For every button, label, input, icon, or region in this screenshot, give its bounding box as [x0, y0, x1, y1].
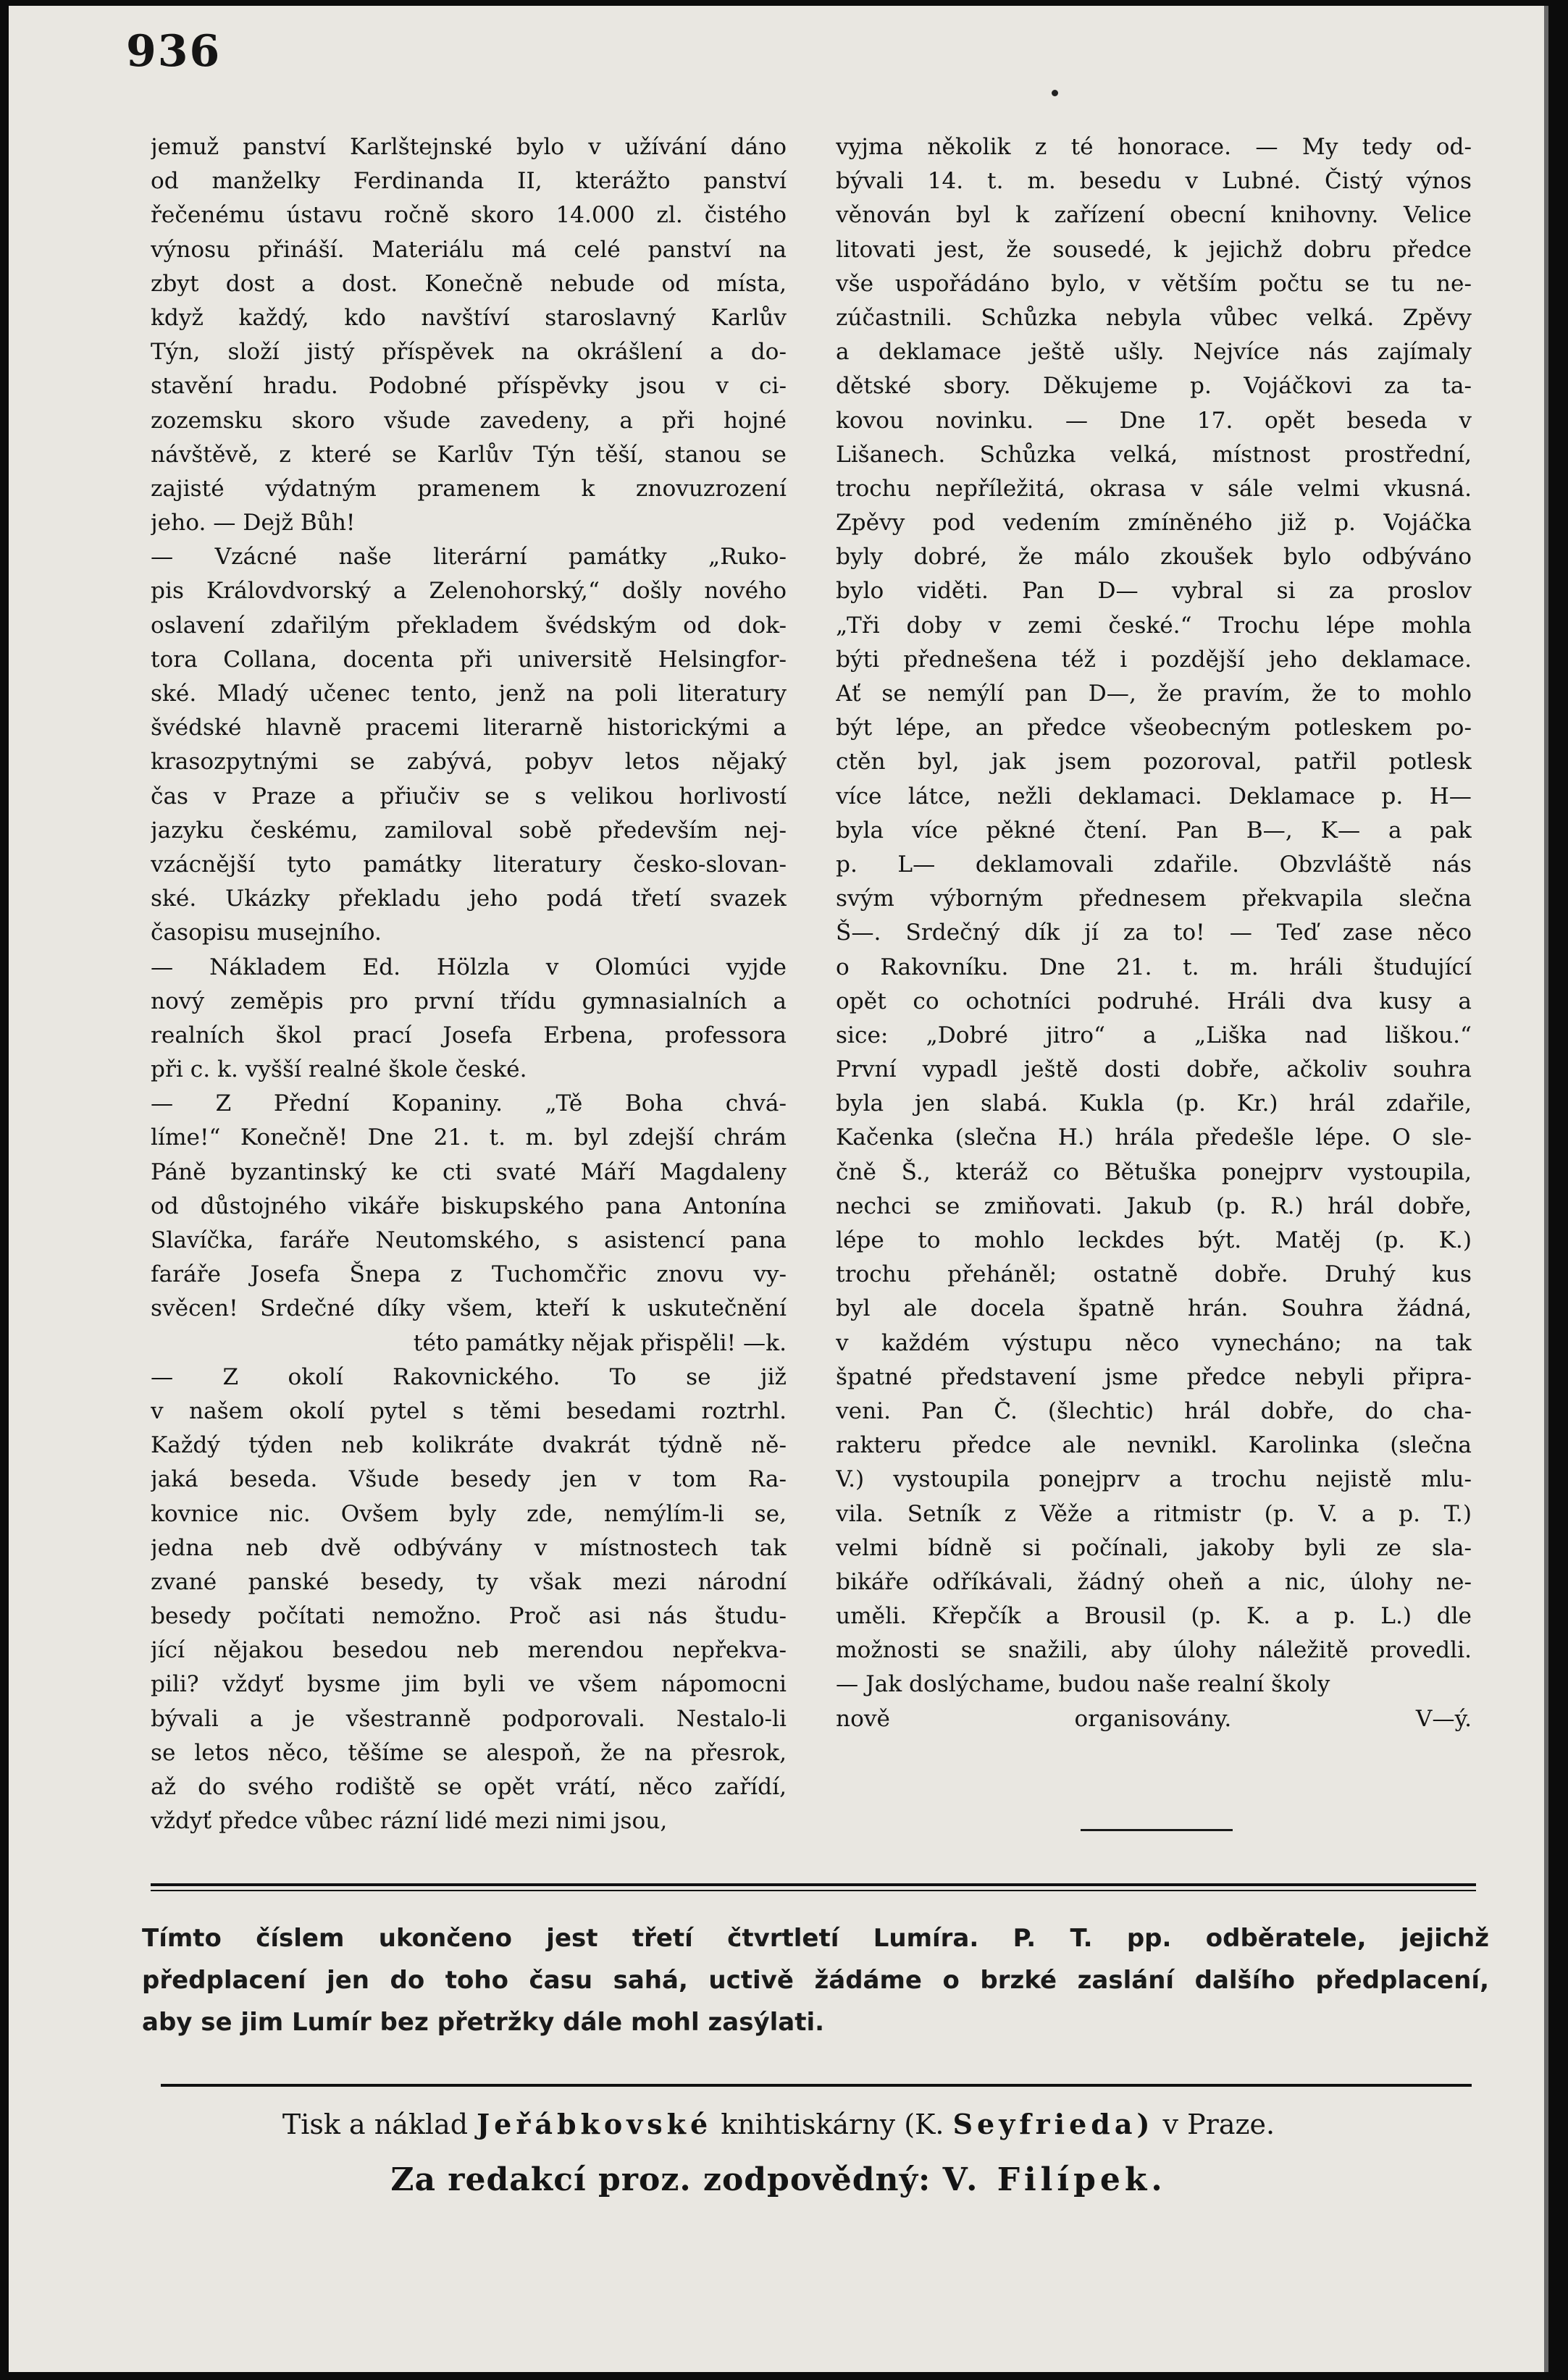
text-line: V.) vystoupila ponejprv a trochu nejistě mlu-: [836, 1466, 1472, 1493]
text-line: Tímto číslem ukončeno jest třetí čtvrtletí Lumíra. P. T. pp. odběratele, jejichž: [142, 1924, 1489, 1953]
left-column: [151, 130, 787, 1838]
text-line: možnosti se snažili, aby úlohy náležitě provedli.: [836, 1637, 1472, 1664]
text-line: veni. Pan Č. (šlechtic) hrál dobře, do cha-: [836, 1397, 1472, 1424]
text-line: zajisté výdatným pramenem k znovuzrození: [151, 475, 787, 502]
text-line: tora Collana, docenta při universitě Helsingfor-: [151, 646, 787, 673]
text-line: nechci se zmiňovati. Jakub (p. R.) hrál dobře,: [836, 1193, 1472, 1219]
text-line: Slavíčka, faráře Neutomského, s asistencí pana: [151, 1227, 787, 1253]
text-line: nový zeměpis pro první třídu gymnasialních a: [151, 988, 787, 1014]
text-line: nově organisovány. V—ý.: [836, 1705, 1472, 1732]
text-line: sice: „Dobré jitro“ a „Liška nad liškou.“: [836, 1022, 1472, 1048]
text-line: jedna neb dvě odbývány v místnostech tak: [151, 1534, 787, 1561]
text-line: byly dobré, že málo zkoušek bylo odbýváno: [836, 544, 1472, 571]
text-line: bikáře odříkávali, žádný oheň a nic, úlohy ne-: [836, 1568, 1472, 1595]
text-line: bylo viděti. Pan D— vybral si za proslov: [836, 578, 1472, 605]
text-line: být lépe, an předce všeobecným potleskem po-: [836, 715, 1472, 741]
text-line: aby se jim Lumír bez přetržky dále mohl zasýlati.: [142, 2008, 825, 2037]
text-line: realních škol prací Josefa Erbena, professora: [151, 1022, 787, 1048]
text-line: byla jen slabá. Kukla (p. Kr.) hrál zdařile,: [836, 1090, 1472, 1117]
text-line: návštěvě, z které se Karlův Týn těší, stanou se: [151, 441, 787, 468]
text-line: jazyku českému, zamiloval sobě především nej-: [151, 817, 787, 844]
text-line: krasozpytnými se zabývá, pobyv letos nějaký: [151, 749, 787, 775]
notice-top-rule-thin: [151, 1890, 1476, 1891]
right-column: [836, 130, 1472, 1736]
text-line: výnosu přináší. Materiálu má celé panství na: [151, 236, 787, 263]
text-line: až do svého rodiště se opět vrátí, něco zařídí,: [151, 1774, 787, 1800]
text-line: vzácnější tyto památky literatury česko-slovan-: [151, 851, 787, 878]
section-divider: [1081, 1829, 1233, 1831]
text-line: vše uspořádáno bylo, v větším počtu se tu ne-: [836, 270, 1472, 297]
text-line: svým výborným přednesem překvapila slečna: [836, 886, 1472, 912]
newspaper-page: [9, 6, 1548, 2372]
text-line: — Jak doslýchame, budou naše realní školy: [836, 1671, 1330, 1698]
text-line: lépe to mohlo leckdes být. Matěj (p. K.): [836, 1227, 1472, 1253]
text-line: od důstojného vikáře biskupského pana Antonína: [151, 1193, 787, 1219]
page-number: 936: [126, 26, 222, 77]
text-line: byla více pěkné čtení. Pan B—, K— a pak: [836, 817, 1472, 844]
ink-dot: [1052, 90, 1058, 96]
text-line: rakteru předce ale nevnikl. Karolinka (slečna: [836, 1432, 1472, 1459]
text-line: kovou novinku. — Dne 17. opět beseda v: [836, 407, 1472, 434]
text-line: v našem okolí pytel s těmi besedami roztrhl.: [151, 1397, 787, 1424]
text-line: bývali a je všestranně podporovali. Nestalo-li: [151, 1705, 787, 1732]
text-line: když každý, kdo navštíví staroslavný Karlův: [151, 304, 787, 331]
text-line: — Nákladem Ed. Hölzla v Olomúci vyjde: [151, 954, 787, 980]
text-line: jemuž panství Karlštejnské bylo v užívání dáno: [151, 134, 787, 160]
editor-name: V. Filípek.: [942, 2161, 1167, 2198]
text-line: kovnice nic. Ovšem byly zde, nemýlím-li se,: [151, 1500, 787, 1527]
text-line: pis Královdvorský a Zelenohorský,“ došly nového: [151, 578, 787, 605]
text-line: byl ale docela špatně hrán. Souhra žádná,: [836, 1295, 1472, 1322]
text-line: p. L— deklamovali zdařile. Obzvláště nás: [836, 851, 1472, 878]
text-line: dětské sbory. Děkujeme p. Vojáčkovi za ta-: [836, 373, 1472, 400]
text-line: Kačenka (slečna H.) hrála předešle lépe. O sle-: [836, 1124, 1472, 1151]
text-line: — Z okolí Rakovnického. To se již: [151, 1363, 787, 1390]
text-line: bývali 14. t. m. besedu v Lubné. Čistý výnos: [836, 168, 1472, 195]
text-line: věnován byl k zařízení obecní knihovny. Velice: [836, 202, 1472, 229]
text-line: jeho. — Dejž Bůh!: [151, 510, 356, 537]
text-line: špatné představení jsme předce nebyli připra-: [836, 1363, 1472, 1390]
text-line: opět co ochotníci podruhé. Hráli dva kusy a: [836, 988, 1472, 1014]
text-line: a deklamace ještě ušly. Nejvíce nás zajímaly: [836, 339, 1472, 366]
text-line: předplacení jen do toho času sahá, uctivě žádáme o brzké zaslání dalšího předplacení,: [142, 1966, 1489, 1995]
text-line: zvané panské besedy, ty však mezi národní: [151, 1568, 787, 1595]
text-line: více látce, nežli deklamaci. Deklamace p. H—: [836, 783, 1472, 810]
text-line: Š—. Srdečný dík jí za to! — Teď zase něco: [836, 920, 1472, 946]
text-line: vždyť předce vůbec rázní lidé mezi nimi jsou,: [151, 1808, 668, 1835]
text-line: líme!“ Konečně! Dne 21. t. m. byl zdejší chrám: [151, 1124, 787, 1151]
text-line: ské. Mladý učenec tento, jenž na poli literatury: [151, 681, 787, 707]
text-line: ské. Ukázky překladu jeho podá třetí svazek: [151, 886, 787, 912]
text-line: velmi bídně si počínali, jakoby byli ze sla-: [836, 1534, 1472, 1561]
text-line: Týn, složí jistý příspěvek na okrášlení a do-: [151, 339, 787, 366]
text-line: svěcen! Srdečné díky všem, kteří k uskutečnění: [151, 1295, 787, 1322]
printer-name: Jeřábkovské: [477, 2108, 713, 2140]
text-line: býti přednešena též i pozdější jeho deklamace.: [836, 646, 1472, 673]
text-line: trochu nepříležitá, okrasa v sále velmi vkusná.: [836, 475, 1472, 502]
text-line: zúčastnili. Schůzka nebyla vůbec velká. Zpěvy: [836, 304, 1472, 331]
text-line: této památky nějak přispěli! —k.: [413, 1329, 787, 1356]
imprint-editor: Za redakcí proz. zodpovědný: V. Filípek.: [390, 2161, 1167, 2198]
text-line: jaká beseda. Všude besedy jen v tom Ra-: [151, 1466, 787, 1493]
imprint-top-rule: [161, 2084, 1472, 2087]
text-line: trochu přeháněl; ostatně dobře. Druhý kus: [836, 1261, 1472, 1288]
text-line: První vypadl ještě dosti dobře, ačkoliv souhra: [836, 1056, 1472, 1083]
text-line: časopisu musejního.: [151, 920, 382, 946]
imprint-printer: Tisk a náklad Jeřábkovské knihtiskárny (K. Seyfrieda) v Praze.: [282, 2108, 1275, 2140]
printer-owner: Seyfrieda): [952, 2108, 1154, 2140]
text-line: čas v Praze a přiučiv se s velikou horlivostí: [151, 783, 787, 810]
text-line: zbyt dost a dost. Konečně nebude od místa,: [151, 270, 787, 297]
text-line: oslavení zdařilým překladem švédským od dok-: [151, 612, 787, 639]
text-line: Lišanech. Schůzka velká, místnost prostřední,: [836, 441, 1472, 468]
text-line: Zpěvy pod vedením zmíněného již p. Vojáčka: [836, 510, 1472, 537]
text-line: Páně byzantinský ke cti svaté Máří Magdaleny: [151, 1159, 787, 1185]
text-line: v každém výstupu něco vynecháno; na tak: [836, 1329, 1472, 1356]
text-line: řečenému ústavu ročně skoro 14.000 zl. čistého: [151, 202, 787, 229]
text-line: faráře Josefa Šnepa z Tuchomčřic znovu vy-: [151, 1261, 787, 1288]
text-line: švédské hlavně pracemi literarně historickými a: [151, 715, 787, 741]
text-line: o Rakovníku. Dne 21. t. m. hráli študující: [836, 954, 1472, 980]
text-line: — Vzácné naše literární památky „Ruko-: [151, 544, 787, 571]
text-line: vyjma několik z té honorace. — My tedy od-: [836, 134, 1472, 160]
text-line: ctěn byl, jak jsem pozoroval, patřil potlesk: [836, 749, 1472, 775]
text-line: vila. Setník z Věže a ritmistr (p. V. a p. T.): [836, 1500, 1472, 1527]
text-line: Každý týden neb kolikráte dvakrát týdně ně-: [151, 1432, 787, 1459]
text-line: se letos něco, těšíme se alespoň, že na přesrok,: [151, 1739, 787, 1766]
notice-top-rule: [151, 1883, 1476, 1886]
text-line: od manželky Ferdinanda II, kterážto panství: [151, 168, 787, 195]
text-line: stavění hradu. Podobné příspěvky jsou v ci-: [151, 373, 787, 400]
text-line: při c. k. vyšší realné škole české.: [151, 1056, 527, 1083]
text-line: čně Š., kteráž co Bětuška ponejprv vystoupila,: [836, 1159, 1472, 1185]
text-line: pili? vždyť bysme jim byli ve všem nápomocni: [151, 1671, 787, 1698]
text-line: jící nějakou besedou neb merendou nepřekva-: [151, 1637, 787, 1664]
text-line: — Z Přední Kopaniny. „Tě Boha chvá-: [151, 1090, 787, 1117]
text-line: uměli. Křepčík a Brousil (p. K. a p. L.) dle: [836, 1603, 1472, 1630]
subscription-notice: [142, 1917, 1489, 2043]
text-line: Ať se nemýlí pan D—, že pravím, že to mohlo: [836, 681, 1472, 707]
text-line: besedy počítati nemožno. Proč asi nás študu-: [151, 1603, 787, 1630]
text-line: litovati jest, že sousedé, k jejichž dobru předce: [836, 236, 1472, 263]
text-line: zozemsku skoro všude zavedeny, a při hojné: [151, 407, 787, 434]
text-line: „Tři doby v zemi české.“ Trochu lépe mohla: [836, 612, 1472, 639]
